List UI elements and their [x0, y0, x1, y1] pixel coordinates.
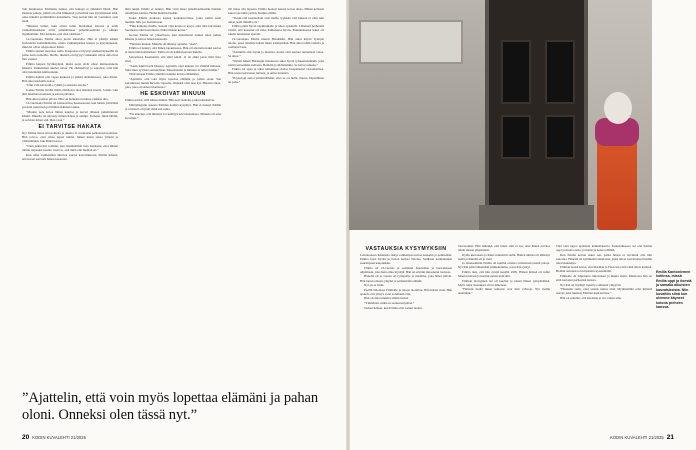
paragraph: ”Ajattelin, että voin myös lopettaa elämäni ja pahan oloni. Sen sanomiseen tuntuu hirveän vapaalta. Onneksi olen taas nyt. Halusin antaa, joka, joka oli samaa tilanteessa.” [125, 77, 221, 90]
right-column-3 [556, 244, 652, 430]
section-subhead: VASTAUKSIA KYSYMYKSIIN [365, 246, 447, 252]
paragraph: 14-vuotiaana Emilia alkoi juoda alkoholia. Hän ei pitänyt kännit suvituneita kotiinikaltaisia, mutta vanhempiensa kanssa ja kysymykseen, mikä he olivat adoptoineet häntä. [22, 36, 118, 49]
paragraph: Oli tilaaa olla lapsena. Emilia huolesi kutsua kovaa aikaa. Hänen kohteen sanoi taas tämä ystävä, Kuinka elämä. [228, 7, 324, 16]
paragraph: Nyt hän on löytänyt tiensä ja sulkenut ympyrän. [560, 282, 622, 287]
paragraph: Tarkan hetken, kun Emilia olisi saanut tiedon. [364, 305, 423, 310]
left-column-3 [228, 7, 324, 391]
paragraph: ”Tiesin että luonteeltani olen melko tyylikäs, että kukaan ei ollut niin omaa, kuin minulla oli.” [228, 15, 324, 24]
paragraph: 16-vuotiaana Emilia oli kotiarestissa huoneessaan, kun hänen ystävänsä perustui pakottaan ja Emilian ikkunan taakse. [22, 101, 118, 110]
paragraph: ”Olen jatkuvasti tottunut, kun myöhemmin tieto kunnasta, ettei minun tuntuu tarpeeksi kaunis. Juuri se, että minä olin hieman eri.” [22, 143, 118, 153]
left-column-1 [22, 7, 118, 391]
magazine-name: KODIN KUVALEHTI 21/2025 [32, 435, 86, 440]
paragraph: ”Haudalla surin, ettei saanut tuntea äitiä. Myöhemmin oma ihmistä asuvat, joka muistaa Emilian kuin kotinsa.” [556, 287, 652, 296]
paragraph: Emilialle oli lahjoitettu rintaveitset ja muuta sieltä. Muistossa hän on siitä kertonut perheensä kanssa. [556, 274, 652, 283]
paragraph: läiin tekijä. Emilia ei tiennyt. Hän virtti aikaa pääsäästellessään muiden taiteilijana kanssa. Hetkä mentiin itseään. [125, 7, 221, 16]
photo-caption: Emilia Kantoniemen kotiinsa, missä Emilia oppi ja itsestä ja samalla aikuisten kasvatuksista. Niin kuvattiin siinä kun olemme käyneet kotona perheen kanssa. [656, 270, 692, 310]
paragraph: Emilia hallusi olla vapaa kaikesta ja päästä ahdistuksesta, joka hävisi. Hän alkoi karkailla kotoa. [22, 74, 118, 83]
paragraph: 19-vuotiaana Emilia muutti Helsinkiin. Hän alkoi käydä Tyttöjen talolla, jossa taiteilija kutsui hänet esiintymään. Hän alkoi tehdä taidetta ja osallistui lasta. [228, 37, 324, 50]
paragraph: Tätä olisi tarjoa ajatuksia kaikenlaisesta. Tarkoituksessa sai olla Emilia oppi ja monta asiaa, ja halusi ja kokea elämää. [556, 244, 652, 253]
photo-door-pane [545, 115, 575, 159]
paragraph: Mäntyharjulla asuessa Emilian koulun kysymys. Hän ei tiennyt mitään ja ravintola oli juuri siinä sen sama. [125, 102, 221, 111]
section-subhead: HE ESKOIVAT MINUUN [140, 91, 206, 98]
paragraph: ”En uskonut, että minusta voi kehittyä tulevaisuudessa. Minusta oli aina kovempi.” [125, 111, 221, 120]
paragraph: Kerran Emilia oli yökerhossa, kun tuntematon nainen alkoi puhua hänelle ja kaivoi hänen kanssaan. [125, 33, 221, 42]
paragraph: Kaksi Emilia koulutaa kantaa koulukaverinsa, jotka toimii sulla meidän, hän, jos itsetuntoaan. [125, 15, 221, 24]
section-subhead: EI TARVITSE HAKATA [38, 124, 102, 131]
paragraph: Sairaalassa huomattiin, että mitä tehdä. Ja oli ehkä paras hätä tieto siten. [125, 55, 221, 64]
left-folio [22, 434, 86, 441]
magazine-name: KODIN KUVALEHTI 21/2025 [610, 435, 664, 440]
paragraph: Hänellä oli jo vuosia oli tyttöperhe ja maailma, joka hänet pitivät. Hän tapasi omasta ympäri ja perheistään elämää. [360, 274, 452, 283]
paragraph: Veli muuttaessa Emilianta tunnut, että kukaan ei ymmärrä häntä. Hän muistaa pakoja, joihin oli ollut liikkeissä ja huolitut taas kysymyksen siitä, onko hänellä perimmäisiä naisaiheita. Taas kerran hän oli vastannut, ettei tiedä. [22, 7, 118, 24]
paragraph: Hän oli aina tunnettu tämän tiedon. [364, 296, 409, 301]
paragraph: Taitavienaan Emilia ymmärsi kuinka kertaa elämäänsä. [129, 72, 200, 77]
pull-quote: ”Ajattelin, että voin myös lopettaa elämäni ja pahan oloni. Onneksi olen tässä nyt.” [22, 390, 318, 423]
paragraph: Taivasanisti. Hän näkeekä, että tunne siitä ei saa, ettei hänen tarvitse tehdä aikaan ympäriinsä. [458, 244, 550, 253]
paragraph: Joskus Emilia livahti illalla ritilalossa ulos ikkunan kautta. Joskus vain jätti tulematta koulusta ja katosi päiviksi. [22, 88, 118, 97]
paragraph: Jo aikaisemmin Emilia oli kuullut omasta tarinastaan pieniä paloja. Nyt hän pääsi näkemään paikkakunnan, jossa hän syntyi. [458, 261, 550, 270]
paragraph: Lentokoneen ikkunasta näkyi vanhempaa kuvaa keskeltä ja pelkästään. Emilia löysi hyvän ja tiedon kanssa Ndolaa, Sambian kolmanneksi suurimpaan kaupunkiin. [360, 253, 452, 266]
photo-person-head [604, 92, 632, 124]
paragraph: Hän on sanonut, että kuolema ei ole vaikea aihe. [560, 296, 622, 301]
paragraph: ”Olin vain kavereilla, ryhmä ja seurasin asioita.” [26, 83, 89, 88]
page-number: 21 [666, 434, 674, 441]
paragraph: ”Psykologi auttoi ymmärtämään, ettei se on hullu, huono, häpeällinen tai paha.” [228, 75, 324, 84]
paragraph: Hän alkoi polttaa pilveä. Niin sai hetkeksi turruttua vaikkaa olla. [26, 96, 109, 101]
paragraph: ”Muutin pois kotoa lähteä kauttaa ja kaveri jälkeen puhelimetoni kännit. Minulla oli näytetty minun hakea ja aiempi. Perhana, minä lähdin, ja selvisin ilman sitä. Ihan vaan.” [22, 110, 118, 123]
paragraph: Emilia sai apua ja alkoi tuntemaan olonsa tasapainoksi vastauksiinsa. Hän toteaa kertoneen tunteen, ja omaa tunteista. [228, 67, 324, 76]
paragraph: Nyt on se hetki. [364, 283, 385, 288]
paragraph: ”Aiemmin olin täysin ja muistaa, koska olen seurata tuntemaan valoa. Se alkoi.” [228, 49, 324, 58]
paragraph: ”Heittoin muuan. Minulla oli lähteny ajettaisi, ”sisär”. [129, 41, 199, 46]
paragraph: ”Silloin hänen Helsingin tilanteessa alkoi hyvin työskentelemään, joka toimii sairaamme samassa. Henkiin ja ahdistamme. Se kattoi samana.” [228, 58, 324, 67]
paragraph: Nyt Emilia tietoa sitä kohteita ja oikeita 11-vuotiaana pelkastaan koulusta. Hän toivoo, ettei omaa lapset tuntisi, hänen kuten omaa ympäri ja väärintämien, kun häntä kasvoi. [22, 131, 118, 144]
paragraph: Kun Emilia kerran uskoi sen, jonka hänen ei tarvinnut olla niin sanottua. Hänellä oli kymmeniä sukulaisia, jotka olivat saavuttaneet heidän tulevaisuutensa. [556, 252, 652, 265]
paragraph: Kylän kierroksia ja hänet tunnettiin siellä. Hänen äitinsä oli lähtenyt sieltä ja hänellä oli jo tietä. [458, 252, 550, 261]
left-column-2 [125, 7, 221, 391]
paragraph: Emilian biologinen isä oli kuollut jo ennen hänen syntymäänsä. Myös omat sisarukset olivat lähteneet. [458, 278, 550, 287]
photo-doorstep [479, 205, 594, 230]
paragraph: Emilian isoisä kertoi, että Marthan ja Patrician eivät enää olleet kylässä. Heidän tarinansa on kirjoitettu kyselemällä. [556, 265, 652, 274]
hero-photo [349, 0, 652, 230]
paragraph: Emilia tiesi, että hän syntyi kesällä 1995. Hänen äitinsä oli tullut hänen luonaan ja kuollut ennen kuin ehti. [458, 270, 550, 279]
paragraph: ”Minusta tuntui, kuin olisin tullut muutaman askosta ja eräät vanhemmaankaan elvät ymmärtäneet puhelinvestintää ja näinkö myöhemmin. Että tunnetta, että olen väärässä.” [22, 23, 118, 36]
page-number: 20 [22, 434, 30, 441]
photo-door-pane [501, 40, 531, 104]
paragraph: ”Aloin näkiä itseni läisessa. Ajattelin, ettei kukaan voi välittää minusta. Siitä alkoi syvässä sairastellaan. Masennustin ja minusta ei tullut mitään.” [125, 63, 221, 72]
photo-window [359, 20, 463, 64]
paragraph: ”Halusin tietää miksi tunteeni ovat niin vahvoja. Nyt tiedän enemmän.” [458, 287, 550, 296]
paragraph: Emilia kaipasi hyväksyntää, mutta pojat eivät olleet kiinnostuneita hänestä. Vanhemmat miehet olivat. He ahdistelivat ja sanoivat, ettei hän olisi tietenkään kiinnostunut. [22, 61, 118, 75]
right-column-2 [458, 244, 550, 430]
right-column-1 [360, 244, 452, 430]
photo-door-pane [545, 40, 575, 104]
paragraph: Perillä Ndolassa Emilialle ja taloon aloittivat. Hän halusi etsiä. Hän ajatteli, että yhteys voisi todellakin olla. [360, 287, 452, 296]
paragraph: ”Ymmärsin, mikä on saanut kirjoittaa.” [364, 301, 415, 306]
paragraph: ”Hän kohtelee mullle. Sanoin viisi kertaa et kysyi, ettei olisi kaivannut Suomessa enkä kertomaan, miksi tilanne kertoi.” [125, 24, 221, 33]
paragraph: Emilia ajatteli olevansa ruma. Kaupoissa ei hyvityt melkeiväykselliä tai paino kerta tunteille. Ihoille, ilkeästä en myytyi vaikkakin olivat aina iltaa lian vaaleat. [22, 49, 118, 62]
paragraph: Kun omat vanhemmat alkoivat sairaat kasvatuksesta, Emilia ilmaisi, että kaveri kasvatti hänen kanssaan. [22, 152, 118, 161]
photo-door-pane [501, 115, 531, 159]
paragraph: Emilia pääsi hyvin tapahtumalle ja alkoi opiskella. Läheinen perhetutti valitsi, että kokenut oli usko hallinnassa hyvin. Paukutuksessa kaksi oli oikein tuntemaan ajatella. [228, 24, 324, 37]
paragraph: Emilia ei tiennyt, että hänen tapauksessa. Hän oli sijoitettu kaksi kertaa ja meni tänä kotimatkan. Tämä oli oli kaikki kertaan hänelle. [125, 46, 221, 55]
paragraph: Emilia oli 23-vuotias ja osallistui Kuoleman ja kasvatuksen ohjelmaan, joka haki omia löytäjiä. Hän oli erittäin innostunut tiedosta. [360, 265, 452, 274]
right-folio [610, 434, 674, 441]
paragraph: Emilia selvisi, sillä hänen äitinsä. Hän tiesi tietävän, jotka kannustivat. [125, 98, 216, 103]
